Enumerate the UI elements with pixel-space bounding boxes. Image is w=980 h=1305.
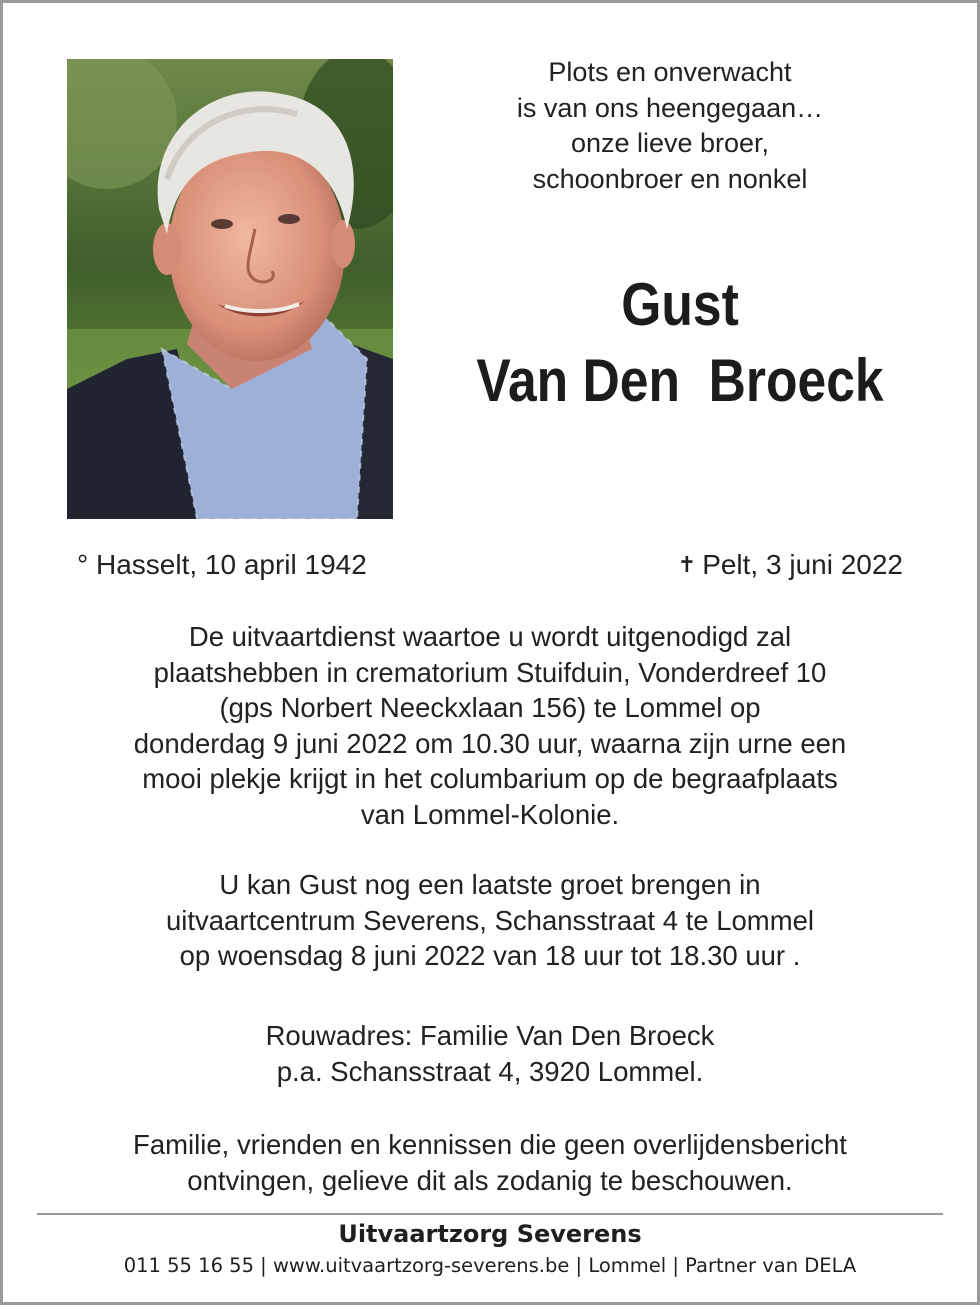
death-text: Pelt, 3 juni 2022 bbox=[702, 549, 903, 580]
cross-icon: ✝ bbox=[677, 552, 697, 577]
visit-line: uitvaartcentrum Severens, Schansstraat 4 te Lommel bbox=[165, 904, 815, 936]
address-line: Rouwadres: Familie Van Den Broeck bbox=[265, 1020, 715, 1051]
ceremony-paragraph bbox=[23, 619, 957, 833]
ceremony-line: De uitvaartdienst waartoe u wordt uitgenodigd zal bbox=[188, 621, 792, 652]
last-name: Van Den Broeck bbox=[476, 347, 884, 414]
mourning-address bbox=[23, 1018, 957, 1089]
intro-line: Plots en onverwacht bbox=[548, 57, 792, 87]
portrait-illustration bbox=[67, 59, 393, 519]
visit-paragraph bbox=[23, 867, 957, 974]
notice-line: ontvingen, gelieve dit als zodanig te beschouwen. bbox=[187, 1164, 793, 1196]
visit-line: op woensdag 8 juni 2022 van 18 uur tot 18.30 uur . bbox=[179, 940, 801, 972]
intro-line: is van ons heengegaan… bbox=[516, 92, 824, 123]
notice-line: Familie, vrienden en kennissen die geen overlijdensbericht bbox=[133, 1129, 847, 1160]
intro-text bbox=[443, 55, 897, 197]
intro-line: schoonbroer en nonkel bbox=[532, 163, 808, 194]
ceremony-line: (gps Norbert Neeckxlaan 156) te Lommel op bbox=[219, 692, 761, 724]
ceremony-line: mooi plekje krijgt in het columbarium op de begraafplaats bbox=[142, 763, 838, 795]
company-name: Uitvaartzorg Severens bbox=[338, 1220, 642, 1248]
birth-info: ° Hasselt, 10 april 1942 bbox=[77, 549, 367, 580]
company-contact: 011 55 16 55 | www.uitvaartzorg-severens.be | Lommel | Partner van DELA bbox=[123, 1254, 857, 1277]
ceremony-line: donderdag 9 juni 2022 om 10.30 uur, waarna zijn urne een bbox=[133, 727, 847, 759]
portrait-photo bbox=[67, 59, 393, 519]
deceased-name bbox=[468, 267, 893, 419]
death-info bbox=[678, 547, 903, 583]
intro-line: onze lieve broer, bbox=[570, 128, 770, 158]
first-name: Gust bbox=[621, 271, 739, 338]
visit-line: U kan Gust nog een laatste groet brengen in bbox=[219, 869, 761, 900]
address-line: p.a. Schansstraat 4, 3920 Lommel. bbox=[276, 1055, 704, 1087]
ceremony-line: van Lommel-Kolonie. bbox=[360, 798, 620, 830]
ceremony-line: plaatshebben in crematorium Stuifduin, Vonderdreef 10 bbox=[153, 656, 827, 688]
footer-divider bbox=[37, 1213, 943, 1215]
notice-paragraph bbox=[23, 1127, 957, 1198]
